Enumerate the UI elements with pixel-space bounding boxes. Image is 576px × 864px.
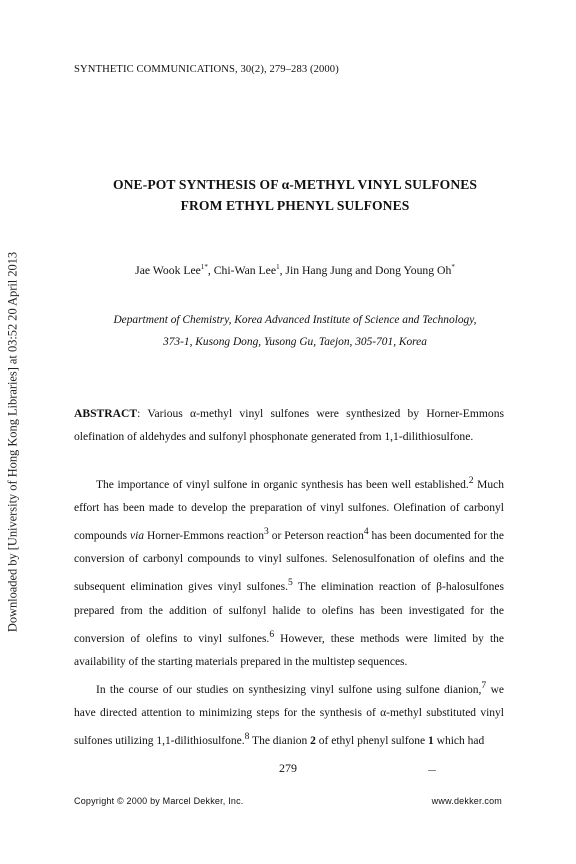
reference-mark: 3 xyxy=(264,526,269,538)
compound-number: 2 xyxy=(310,735,316,747)
author-list xyxy=(60,263,530,277)
abstract xyxy=(74,402,504,448)
author-names: , Jin Hang Jung and Dong Young Oh xyxy=(279,263,452,277)
text-run: The importance of vinyl sulfone in organic synthesis has been well established. xyxy=(96,478,469,491)
article-title-line-1: ONE-POT SYNTHESIS OF α-METHYL VINYL SULFONES xyxy=(112,177,478,192)
author-mark: 1* xyxy=(200,263,208,271)
article-title-line-2: FROM ETHYL PHENYL SULFONES xyxy=(180,198,410,213)
text-run: The elimination reaction of β-halosulfones prepared from the addition of sulfonyl halide to olefins has been investigated for the conversion of olefins to vinyl sulfones. xyxy=(74,581,504,645)
download-notice-sidebar xyxy=(2,192,24,692)
author-mark: * xyxy=(451,263,455,271)
reference-mark: 4 xyxy=(363,526,369,538)
reference-mark: 8 xyxy=(244,731,250,743)
reference-mark: 2 xyxy=(468,475,474,486)
compound-number: 1 xyxy=(428,735,434,747)
page-number: 279 xyxy=(279,761,297,775)
text-run: In the course of our studies on synthesizing vinyl sulfone using sulfone dianion, xyxy=(96,683,482,696)
author-mark: 1 xyxy=(276,263,280,271)
italic-word: via xyxy=(129,530,145,543)
text-run: Much effort has been made to develop the preparation of vinyl sulfones. Olefination of carbonyl compounds xyxy=(74,478,504,543)
copyright-notice: Copyright © 2000 by Marcel Dekker, Inc. xyxy=(74,796,244,806)
text-run: of ethyl phenyl sulfone xyxy=(315,735,429,747)
author-name: Jae Wook Lee xyxy=(135,263,201,277)
paragraph-2 xyxy=(74,674,504,753)
reference-mark: 7 xyxy=(481,679,487,691)
author-name: , Chi-Wan Lee xyxy=(207,263,277,277)
text-run: has been documented for the conversion of carbonyl compounds to vinyl sulfones. Selenosulfonation of olefins and the subsequent elimination gives vinyl sulfones. xyxy=(74,530,505,594)
text-run: However, these methods were limited by the availability of the starting materials prepared in the multistep sequences. xyxy=(74,632,504,668)
publisher-website: www.dekker.com xyxy=(431,796,502,806)
body-text xyxy=(74,469,504,753)
text-run: we have directed attention to minimizing steps for the synthesis of α-methyl substituted vinyl sulfones utilizing 1,1-dilithiosulfone. xyxy=(74,683,504,747)
affiliation-line-2: 373-1, Kusong Dong, Yusong Gu, Taejon, 305-701, Korea xyxy=(163,336,427,348)
affiliation-line-1: Department of Chemistry, Korea Advanced Institute of Science and Technology, xyxy=(113,314,477,326)
text-run: which had xyxy=(433,735,485,747)
abstract-label: ABSTRACT xyxy=(74,407,138,420)
text-run: Horner-Emmons reaction xyxy=(144,530,264,543)
journal-citation: SYNTHETIC COMMUNICATIONS, 30(2), 279–283 (2000) xyxy=(74,64,339,75)
reference-mark: 6 xyxy=(269,628,275,640)
paragraph-1 xyxy=(74,469,504,674)
scan-mark xyxy=(428,770,436,771)
reference-mark: 5 xyxy=(288,577,293,589)
download-notice: Downloaded by [University of Hong Kong Libraries] at 03:52 20 April 2013 xyxy=(5,251,20,633)
abstract-text: : Various α-methyl vinyl sulfones were synthesized by Horner-Emmons olefination of aldehydes and sulfonyl phosphonate generated from 1,1-dilithiosulfone. xyxy=(74,407,504,443)
text-run: or Peterson reaction xyxy=(268,530,364,543)
text-run: The dianion xyxy=(249,735,311,747)
